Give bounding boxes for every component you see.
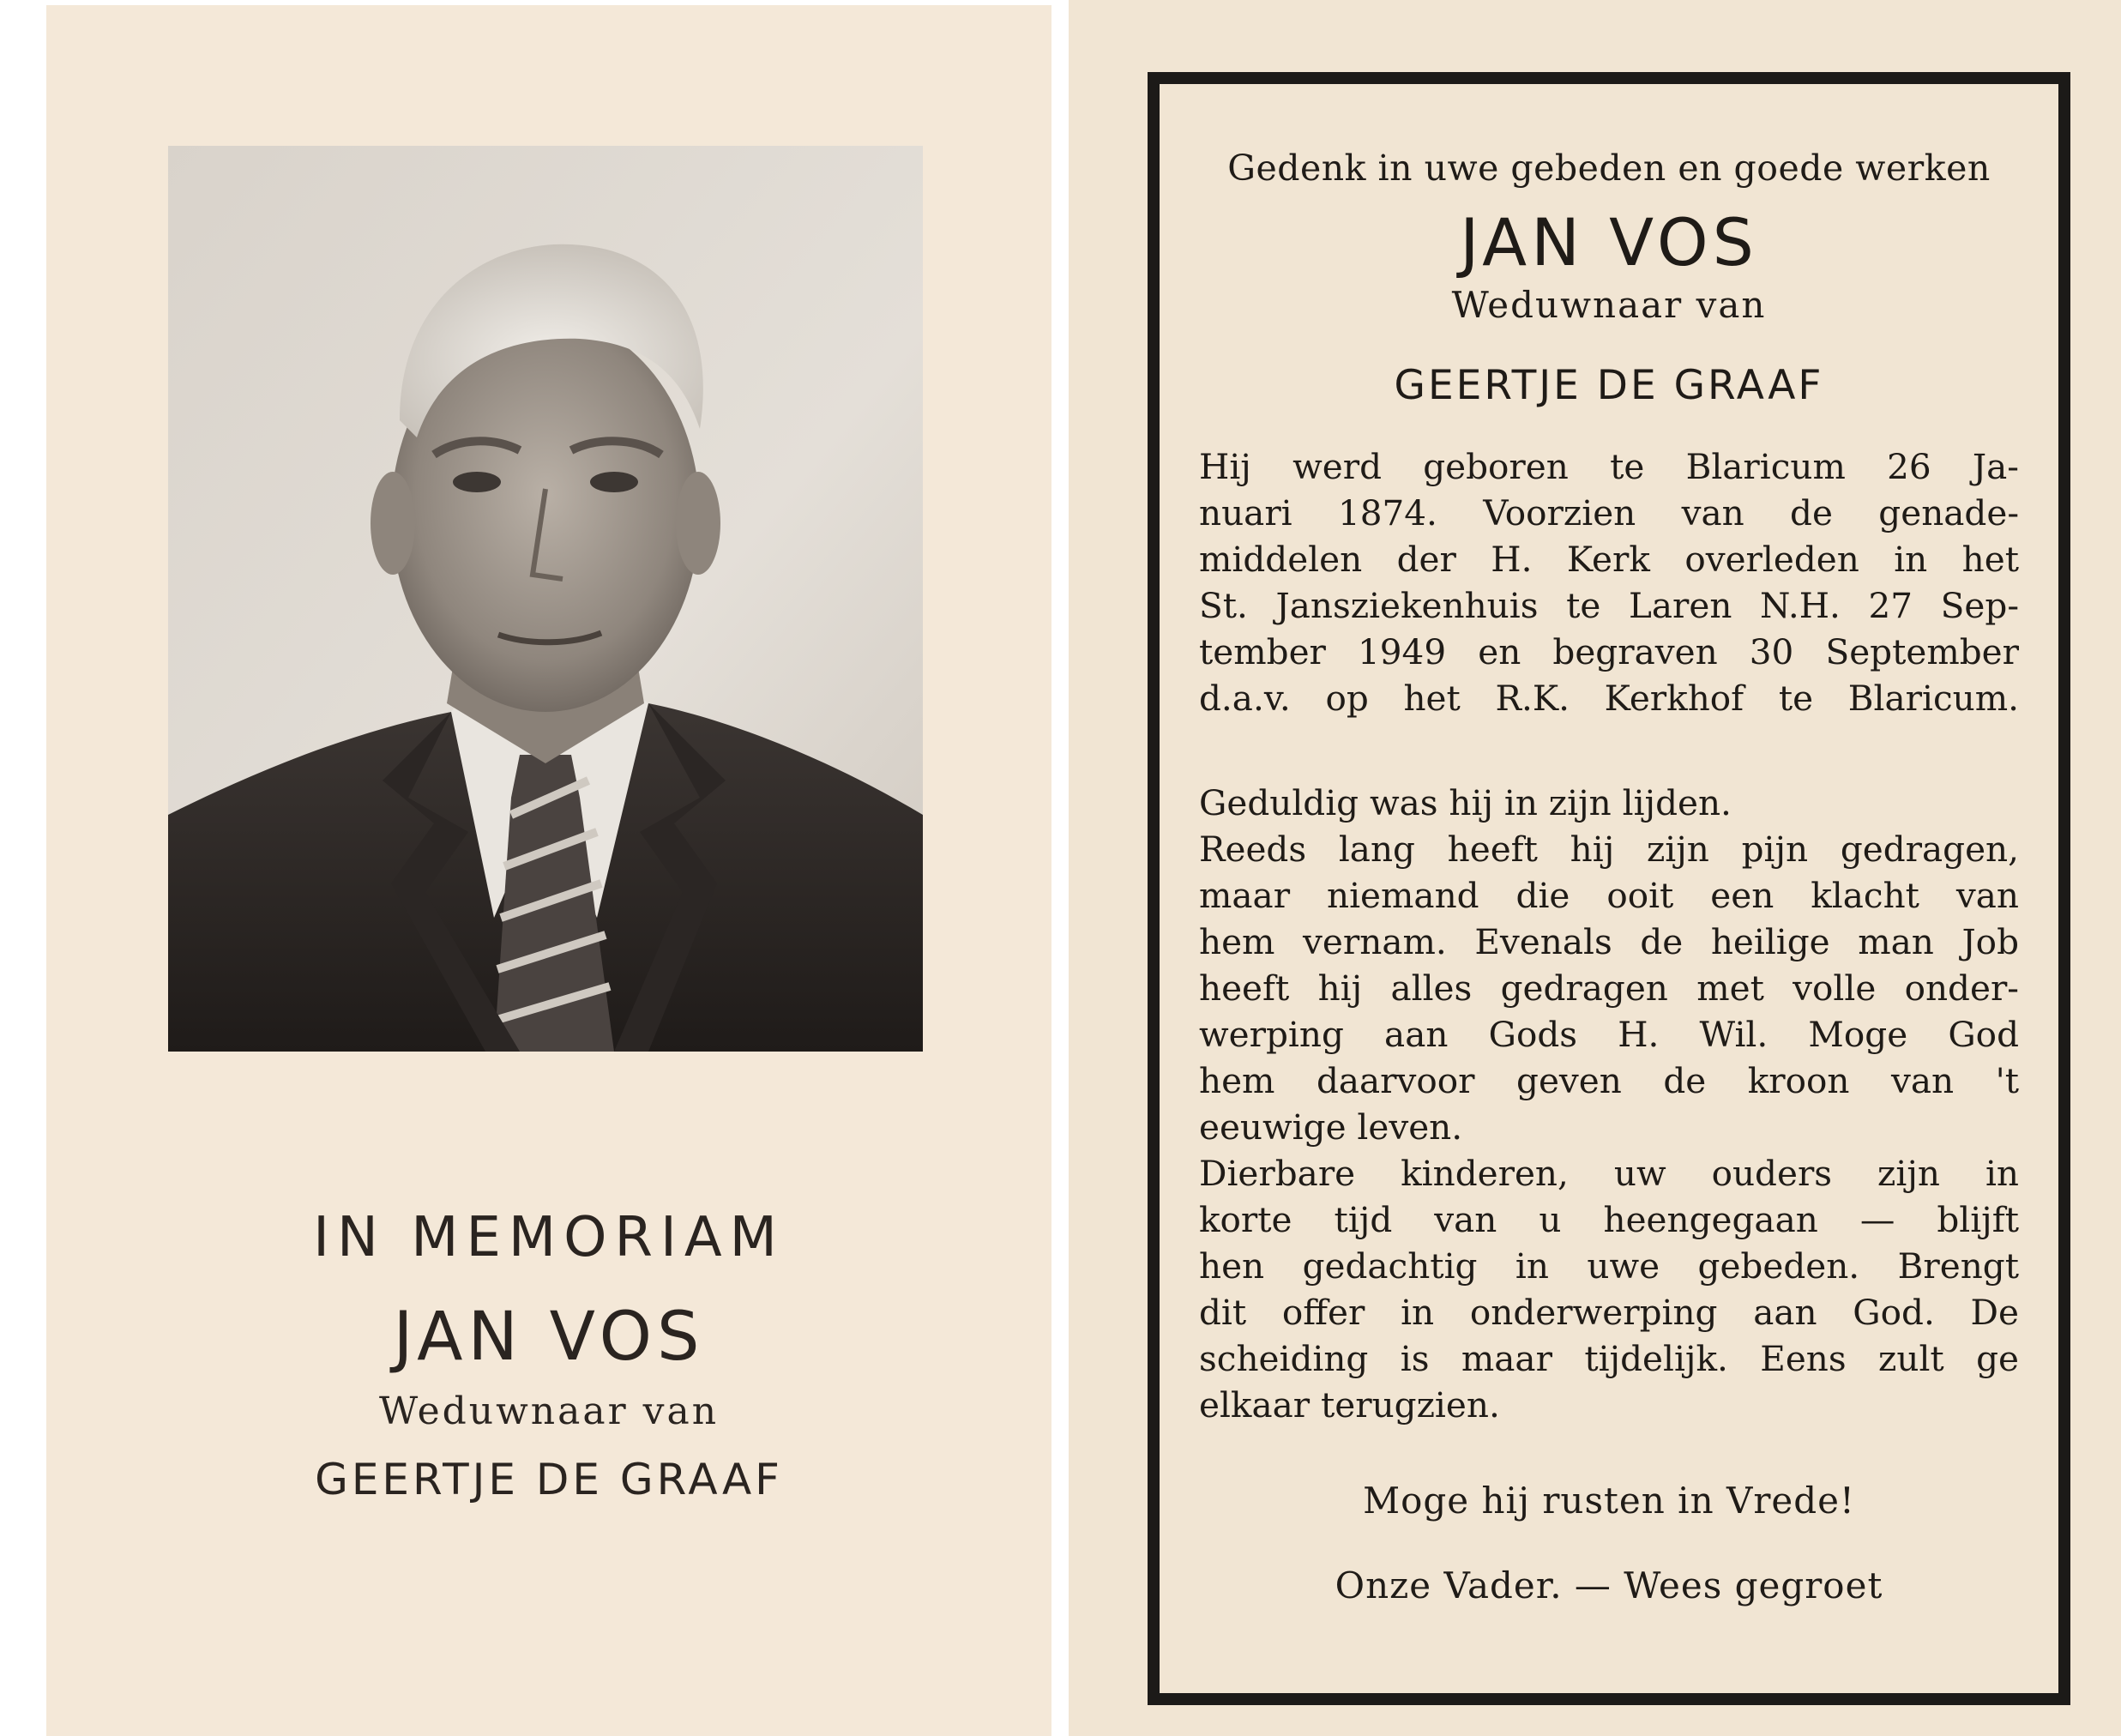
poem-line: scheiding is maar tijdelijk. Eens zult ge xyxy=(1199,1338,2019,1380)
poem-line: Geduldig was hij in zijn lijden. xyxy=(1199,782,1732,824)
poem-line: dit offer in onderwerping aan God. De xyxy=(1199,1292,2019,1334)
bio-line: St. Jansziekenhuis te Laren N.H. 27 Sep- xyxy=(1199,585,2019,627)
poem-line: Reeds lang heeft hij zijn pijn gedragen, xyxy=(1199,829,2019,871)
poem-line: elkaar terugzien. xyxy=(1199,1384,1500,1426)
back-spouse-name: GEERTJE DE GRAAF xyxy=(1394,362,1824,410)
poem-line: hem daarvoor geven de kroon van 't xyxy=(1199,1060,2019,1102)
back-widower-label: Weduwnaar van xyxy=(1451,284,1767,327)
bio-line: tember 1949 en begraven 30 September xyxy=(1199,631,2019,673)
poem-line: korte tijd van u heengegaan — blijft xyxy=(1199,1199,2019,1241)
blessing-line: Moge hij rusten in Vrede! xyxy=(1363,1480,1855,1522)
poem-line: eeuwige leven. xyxy=(1199,1106,1463,1148)
bio-line: d.a.v. op het R.K. Kerkhof te Blaricum. xyxy=(1199,678,2019,720)
front-title: IN MEMORIAM xyxy=(313,1206,785,1269)
bio-line: Hij werd geboren te Blaricum 26 Ja- xyxy=(1199,446,2019,488)
intro-line: Gedenk in uwe gebeden en goede werken xyxy=(1227,148,1991,189)
front-card xyxy=(46,5,1051,1736)
poem-line: hen gedachtig in uwe gebeden. Brengt xyxy=(1199,1245,2019,1287)
poem-line: hem vernam. Evenals de heilige man Job xyxy=(1199,921,2019,963)
back-name: JAN VOS xyxy=(1460,204,1758,281)
devotional-paragraph xyxy=(1199,780,2019,1428)
back-card xyxy=(1069,0,2121,1736)
portrait-photo xyxy=(168,146,923,1052)
front-name: JAN VOS xyxy=(393,1299,705,1376)
front-widower-label: Weduwnaar van xyxy=(378,1389,720,1433)
poem-line: heeft hij alles gedragen met volle onder- xyxy=(1199,967,2019,1010)
front-spouse-name: GEERTJE DE GRAAF xyxy=(315,1455,783,1504)
bio-line: middelen der H. Kerk overleden in het xyxy=(1199,539,2019,581)
mourning-frame xyxy=(1148,72,2070,1705)
portrait-icon xyxy=(168,146,923,1052)
poem-line: Dierbare kinderen, uw ouders zijn in xyxy=(1199,1153,2019,1195)
prayers-line: Onze Vader. — Wees gegroet xyxy=(1335,1564,1883,1607)
frame-content xyxy=(1160,84,2058,1693)
biography-paragraph xyxy=(1199,443,2019,721)
bio-line: nuari 1874. Voorzien van de genade- xyxy=(1199,492,2019,534)
poem-line: werping aan Gods H. Wil. Moge God xyxy=(1199,1014,2019,1056)
poem-line: maar niemand die ooit een klacht van xyxy=(1199,875,2019,917)
